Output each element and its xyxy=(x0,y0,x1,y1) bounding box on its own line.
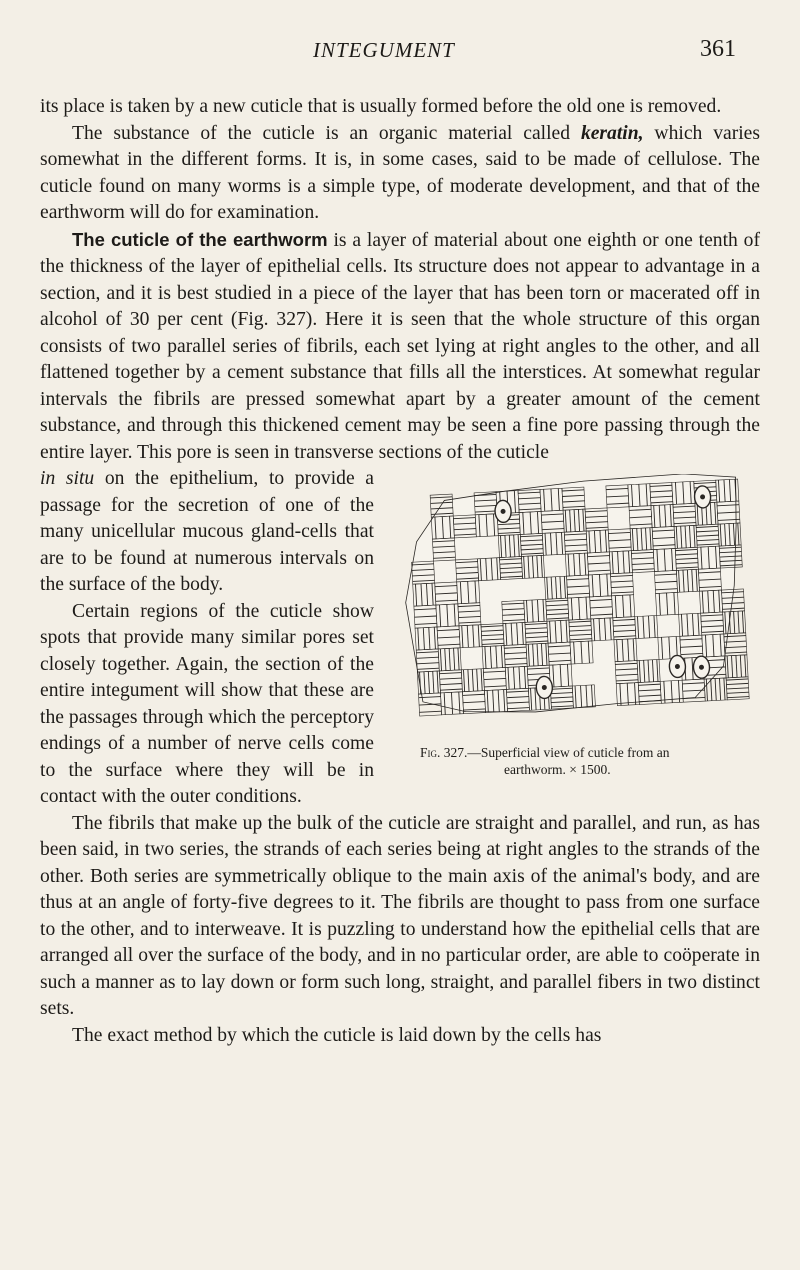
paragraph-5: The fibrils that make up the bulk of the cuticle are straight and parallel, and run, as has been said, in two series, the strands of each series being at right angles to the strands of the other. Both series are symmetrically oblique to the main axis of the animal's body, and are thus at an angle of forty-five degrees to it. The fibrils are thought to pass from one surface to the other, and to interweave. It is puzzling to understand how the epithelial cells that are arranged all over the surface of the body, and in no particular order, are able to coöperate in such a manner as to lay down or form such long, straight, and parallel fibers in two distinct sets. xyxy=(40,812,760,1019)
paragraph-4: Certain regions of the cuticle show spots that provide many similar pores set closely together. Again, the section of the entire integument will show that these are the passages through which the perceptory endings of a number of nerve cells come to the surface where they will be in contact with the outer conditions. xyxy=(40,600,374,807)
paragraph-2-text-b: which varies somewhat in the different forms. It is, in some cases, said to be made of cellulose. The cuticle found on many worms is a simple type, of moderate development, and that of the earthworm will do for examination. xyxy=(40,122,760,223)
caption-label: Fig. 327. xyxy=(420,745,468,760)
section-heading: The cuticle of the earthworm xyxy=(72,228,328,250)
paragraph-6: The exact method by which the cuticle is laid down by the cells has xyxy=(72,1024,602,1046)
figure-327 xyxy=(388,472,760,796)
page-number: 361 xyxy=(700,36,736,62)
caption-text: —Superficial view of cuticle from an xyxy=(467,745,670,760)
cuticle-illustration xyxy=(390,474,750,736)
term-keratin: keratin, xyxy=(580,122,644,144)
paragraph-2-text-a: The substance of the cuticle is an organic material called xyxy=(72,122,581,144)
paragraph-3-text-a: is a layer of material about one eighth or one tenth of the thickness of the layer of epithelial cells. Its structure does not appear to advantage in a section, and it is best studied in a piece of the layer that has been torn or macerated off in alcohol of 30 per cent (Fig. 327). Here it is seen that the whole structure of this organ consists of two parallel series of fibrils, each set lying at right angles to the other, and all flattened together by a cement substance that fills all the interstices. At somewhat regular intervals the fibrils are pressed somewhat apart by a greater amount of the cement substance, and through this thickened cement may be seen a fine pore passing through the entire layer. This pore is seen in transverse sections of the cuticle xyxy=(40,229,760,463)
paragraph-2 xyxy=(40,121,760,227)
caption-text-2: earthworm. × 1500. xyxy=(504,762,611,777)
paragraph-3-text-b: on the epithelium, to provide a passage for the secretion of one of the many unicellular mucous gland-cells that are to be found at numerous intervals on the surface of the body. xyxy=(40,468,374,595)
paragraph-1: its place is taken by a new cuticle that is usually formed before the old one is removed. xyxy=(40,96,722,117)
running-head: INTEGUMENT xyxy=(313,38,455,62)
page-header xyxy=(0,38,800,72)
term-in-situ: in situ xyxy=(40,468,95,489)
figure-caption xyxy=(388,744,760,778)
body-text xyxy=(40,94,760,1049)
